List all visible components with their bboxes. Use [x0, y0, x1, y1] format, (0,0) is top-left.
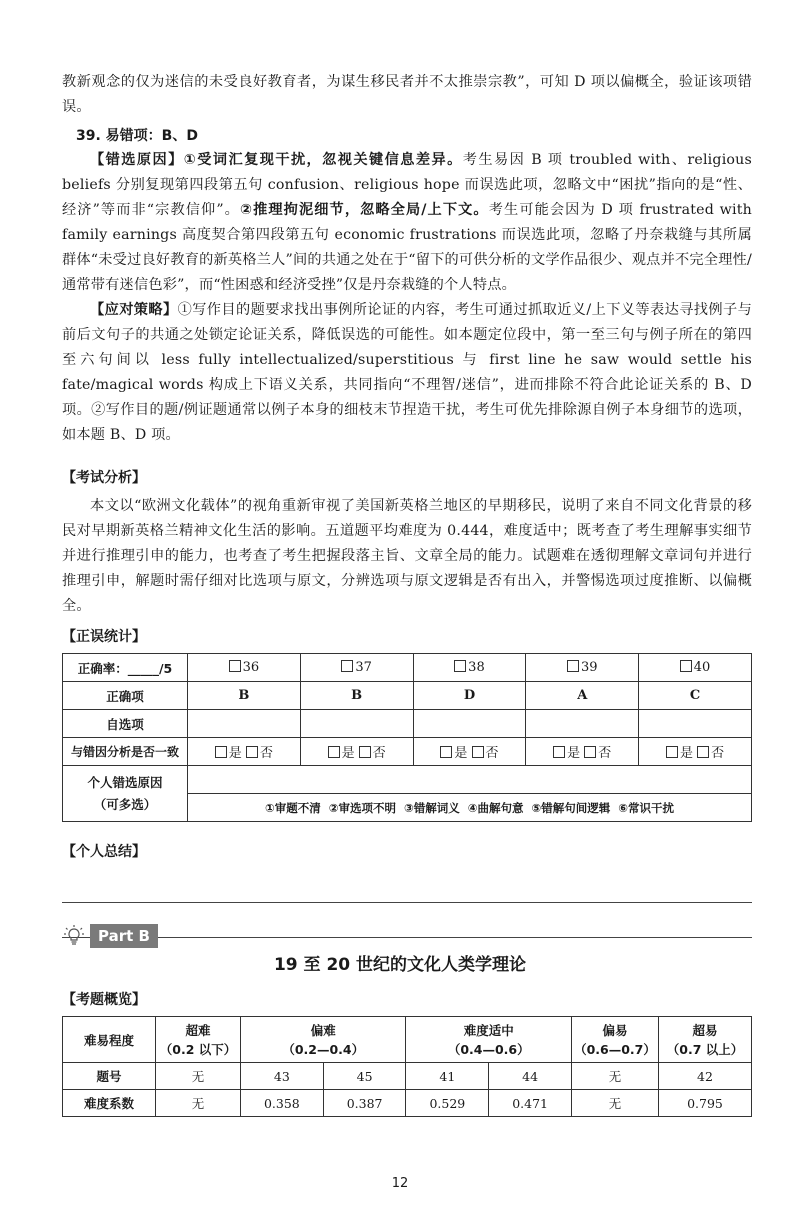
number-label: 题号	[63, 1063, 156, 1090]
part-b-label: Part B	[90, 924, 158, 948]
reason-option[interactable]: ②审选项不明	[328, 800, 396, 815]
number-cell: 42	[659, 1063, 752, 1090]
reason-b2: ②推理拘泥细节，忽略全局/上下文。	[239, 202, 489, 218]
coefficient-cell: 0.387	[323, 1090, 406, 1117]
answer-cell: B	[188, 682, 301, 710]
reason-label-2: （可多选）	[93, 796, 157, 812]
correct-label: 正确项	[63, 682, 188, 710]
reason-b1: ①受词汇复现干扰，忽视关键信息差异。	[183, 152, 463, 168]
number-cell: 44	[489, 1063, 572, 1090]
q39-reason	[62, 148, 752, 298]
overview-section	[62, 988, 752, 1117]
reason-options[interactable]	[188, 794, 752, 822]
lightbulb-icon	[62, 924, 86, 948]
strategy-text: ①写作目的题要求找出事例所论证的内容，考生可通过抓取近义/上下义等表达寻找例子与前后文句子的共通之处锁定论证关系，降低误选的可能性。如本题定位段中，第一至三句与例子所在的第四至六句间以 less fully intellectualized/superstitious 与 first line he saw would settle his fate/magical words 构成上下语义关系，共同指向“不理智/迷信”，进而排除不符合此论证关系的 B、D 项。②写作目的题/例证题通常以例子本身的细枝末节捏造干扰，考生可优先排除源自例子本身细节的选项，如本题 B、D 项。	[62, 302, 752, 443]
checkbox-icon[interactable]	[584, 746, 596, 758]
checkbox-icon[interactable]	[440, 746, 452, 758]
reason-option[interactable]: ①审题不清	[265, 800, 321, 815]
intro-paragraph: 教新观念的仅为迷信的未受良好教育者，为谋生移民者并不太推崇宗教”，可知 D 项以偏概全，验证该项错误。	[62, 74, 752, 115]
checkbox-icon[interactable]	[328, 746, 340, 758]
q-number: 39	[580, 660, 598, 675]
coefficient-cell: 无	[572, 1090, 659, 1117]
self-cell[interactable]	[188, 710, 301, 738]
q39-strategy	[62, 298, 752, 448]
checkbox-icon[interactable]	[215, 746, 227, 758]
strategy-label: 【应对策略】	[90, 302, 178, 318]
stats-heading: 【正误统计】	[62, 629, 146, 645]
self-label: 自选项	[63, 710, 188, 738]
q-number: 36	[242, 660, 260, 675]
summary-line-1[interactable]	[62, 868, 752, 903]
checkbox-icon[interactable]	[359, 746, 371, 758]
exam-analysis-heading: 【考试分析】	[62, 470, 146, 486]
reason-option[interactable]: ⑥常识干扰	[618, 800, 674, 815]
checkbox-icon[interactable]	[567, 660, 579, 672]
reason-label: 【错选原因】	[90, 152, 184, 168]
q-cell[interactable]	[413, 654, 526, 682]
checkbox-icon[interactable]	[666, 746, 678, 758]
checkbox-icon[interactable]	[454, 660, 466, 672]
number-cell: 无	[156, 1063, 241, 1090]
overview-heading: 【考题概览】	[62, 992, 146, 1008]
coefficient-cell: 0.795	[659, 1090, 752, 1117]
q-cell[interactable]	[300, 654, 413, 682]
coefficient-cell: 0.529	[406, 1090, 489, 1117]
reason-option[interactable]: ⑤错解句间逻辑	[531, 800, 611, 815]
part-b-banner	[62, 924, 158, 948]
level-cell: 偏易 （0.6—0.7）	[572, 1017, 659, 1063]
answer-cell: D	[413, 682, 526, 710]
q39-title: 39. 易错项：B、D	[76, 128, 198, 144]
reason-label-cell	[63, 766, 188, 822]
level-cell: 超难 （0.2 以下）	[156, 1017, 241, 1063]
checkbox-icon[interactable]	[472, 746, 484, 758]
coefficient-cell: 0.471	[489, 1090, 572, 1117]
number-cell: 41	[406, 1063, 489, 1090]
answer-cell: C	[639, 682, 752, 710]
checkbox-icon[interactable]	[229, 660, 241, 672]
summary-heading: 【个人总结】	[62, 844, 146, 860]
reason-option[interactable]: ④曲解句意	[467, 800, 524, 815]
part-b-title: 19 至 20 世纪的文化人类学理论	[273, 955, 527, 975]
difficulty-label: 难易程度	[63, 1017, 156, 1063]
yes-no-cell[interactable]: 是 否	[300, 738, 413, 766]
checkbox-icon[interactable]	[246, 746, 258, 758]
level-cell: 偏难 （0.2—0.4）	[241, 1017, 406, 1063]
exam-analysis-text: 本文以“欧洲文化载体”的视角重新审视了美国新英格兰地区的早期移民，说明了来自不同文化背景的移民对早期新英格兰精神文化生活的影响。五道题平均难度为 0.444，难度适中；既考查了考生理解事实细节并进行推理引申的能力，也考查了考生把握段落主旨、文章全局的能力。试题难在透彻理解文章词句并进行推理引申，解题时需仔细对比选项与原文，分辨选项与原文逻辑是否有出入，并警惕选项过度推断、以偏概全。	[62, 498, 752, 614]
coefficient-cell: 0.358	[241, 1090, 324, 1117]
q-number: 37	[355, 660, 372, 675]
yes-no-cell[interactable]: 是 否	[188, 738, 301, 766]
accuracy-label: 正确率：_____/5	[63, 654, 188, 682]
reason-t2: 考生可能会因为 D 项 frustrated with family earnings 高度契合第四段第五句 economic frustrations 而误选此项，忽略了丹奈栽缝与其所属群体“未受过良好教育的新英格兰人”间的共通之处在于“留下的可供分析的文学作品很少、观点并不完全理性/通常带有迷信色彩”，而“性困惑和经济受挫”仅是丹奈栽缝的个人特点。	[62, 202, 752, 293]
reason-blank-cell[interactable]	[188, 766, 752, 794]
page-number: 12	[391, 1176, 409, 1191]
coefficient-cell: 无	[156, 1090, 241, 1117]
level-cell: 超易 （0.7 以上）	[659, 1017, 752, 1063]
stats-table	[62, 653, 752, 822]
yes-no-cell[interactable]: 是 否	[526, 738, 639, 766]
checkbox-icon[interactable]	[680, 660, 692, 672]
answer-cell: B	[300, 682, 413, 710]
answer-cell: A	[526, 682, 639, 710]
self-cell[interactable]	[300, 710, 413, 738]
checkbox-icon[interactable]	[553, 746, 565, 758]
q-number: 40	[693, 660, 711, 675]
level-cell: 难度适中 （0.4—0.6）	[406, 1017, 572, 1063]
self-cell[interactable]	[413, 710, 526, 738]
q-cell[interactable]	[188, 654, 301, 682]
number-cell: 无	[572, 1063, 659, 1090]
summary-line-2[interactable]	[62, 903, 752, 938]
reason-option[interactable]: ③错解词义	[404, 800, 460, 815]
yes-no-cell[interactable]: 是 否	[639, 738, 752, 766]
yes-no-cell[interactable]: 是 否	[413, 738, 526, 766]
number-cell: 45	[323, 1063, 406, 1090]
self-cell[interactable]	[526, 710, 639, 738]
self-cell[interactable]	[639, 710, 752, 738]
reason-t1: 考生易因 B 项 troubled with、religious beliefs 分别复现第四段第五句 confusion、religious hope 而误选此项，忽略文中“困扰”指向的是“性、经济”等而非“宗教信仰”。	[62, 152, 752, 218]
consistency-label: 与错因分析是否一致	[63, 738, 188, 766]
q-number: 38	[468, 660, 485, 675]
number-cell: 43	[241, 1063, 324, 1090]
overview-table	[62, 1016, 752, 1117]
q-cell[interactable]	[526, 654, 639, 682]
checkbox-icon[interactable]	[341, 660, 353, 672]
coefficient-label: 难度系数	[63, 1090, 156, 1117]
page-content	[62, 70, 752, 938]
q-cell[interactable]	[639, 654, 752, 682]
reason-label-1: 个人错选原因	[87, 774, 163, 790]
checkbox-icon[interactable]	[697, 746, 709, 758]
